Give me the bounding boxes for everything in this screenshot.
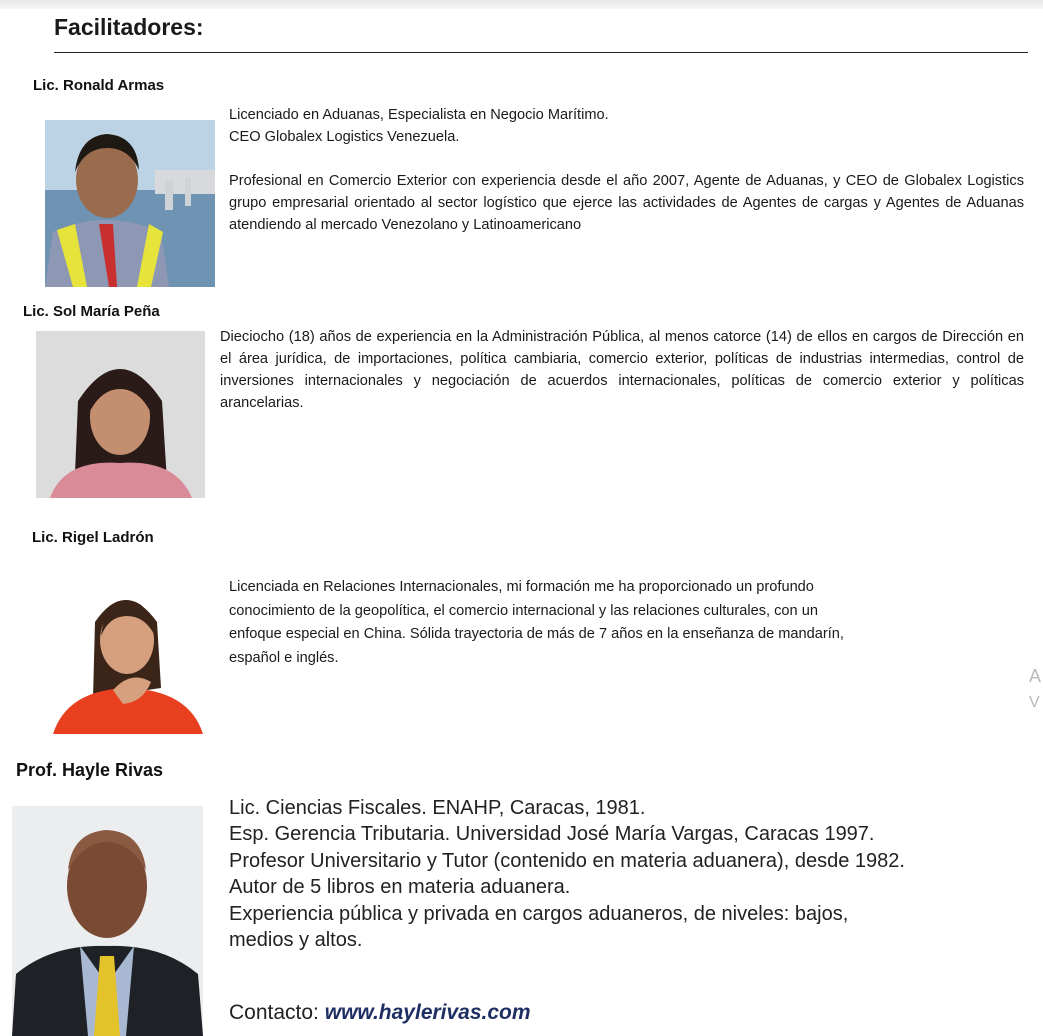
facilitator-name-ronald-armas: Lic. Ronald Armas bbox=[33, 77, 165, 94]
title-divider bbox=[54, 52, 1028, 53]
photo-ronald-armas bbox=[45, 120, 215, 287]
bio-line: Profesor Universitario y Tutor (contenido en materia aduanera), desde 1982. bbox=[229, 849, 905, 872]
section-title: Facilitadores: bbox=[54, 14, 204, 40]
contact-label: Contacto: bbox=[229, 1001, 319, 1024]
watermark-fragment: V bbox=[1029, 694, 1040, 711]
photo-hayle-rivas bbox=[12, 806, 203, 1036]
photo-rigel-ladron bbox=[53, 578, 203, 734]
bio-paragraph: Dieciocho (18) años de experiencia en la Administración Pública, al menos catorce (14) de ellos en cargos de Dirección en el área jurídica, de importaciones, política cambiaria, comercio exterior, políticas de industrias intermedias, control de inversiones internacionales y negociación de acuerdos internacionales, políticas de comercio exterior y políticas arancelarias. bbox=[220, 329, 1024, 411]
bio-line: conocimiento de la geopolítica, el comercio internacional y las relaciones culturales, con un bbox=[229, 602, 818, 619]
bio-paragraph: Profesional en Comercio Exterior con experiencia desde el año 2007, Agente de Aduanas, y CEO de Globalex Logistics grupo empresarial orientado al sector logístico que ejerce las actividades de Agentes de cargas y Agentes de Aduanas atendiendo al mercado Venezolano y Latinoamericano bbox=[229, 173, 1024, 233]
watermark-fragment: A bbox=[1029, 666, 1042, 686]
bio-line: Esp. Gerencia Tributaria. Universidad José María Vargas, Caracas 1997. bbox=[229, 823, 875, 846]
photo-sol-maria-pena bbox=[36, 331, 205, 498]
bio-line: medios y altos. bbox=[229, 929, 363, 952]
bio-line: español e inglés. bbox=[229, 649, 339, 666]
bio-line: Autor de 5 libros en materia aduanera. bbox=[229, 876, 571, 899]
contact-website-link[interactable]: www.haylerivas.com bbox=[324, 1001, 531, 1024]
bio-hayle-rivas bbox=[229, 795, 905, 953]
contact-line bbox=[229, 1001, 531, 1025]
bio-rigel-ladron bbox=[229, 576, 1019, 670]
bio-line: Experiencia pública y privada en cargos aduaneros, de niveles: bajos, bbox=[229, 902, 849, 925]
bio-ronald-armas bbox=[229, 104, 1024, 236]
top-shadow-bar bbox=[0, 0, 1043, 9]
facilitator-name-hayle-rivas: Prof. Hayle Rivas bbox=[16, 760, 164, 780]
bio-line: CEO Globalex Logistics Venezuela. bbox=[229, 129, 460, 145]
bio-line: Licenciada en Relaciones Internacionales, mi formación me ha proporcionado un profundo bbox=[229, 579, 814, 595]
bio-line: enfoque especial en China. Sólida trayectoria de más de 7 años en la enseñanza de mandarín, bbox=[229, 626, 844, 642]
bio-sol-maria-pena bbox=[220, 326, 1024, 414]
bio-line: Licenciado en Aduanas, Especialista en Negocio Marítimo. bbox=[229, 107, 609, 123]
facilitator-name-sol-maria-pena: Lic. Sol María Peña bbox=[23, 303, 160, 320]
facilitator-name-rigel-ladron: Lic. Rigel Ladrón bbox=[32, 529, 154, 546]
bio-line: Lic. Ciencias Fiscales. ENAHP, Caracas, 1981. bbox=[229, 797, 646, 819]
